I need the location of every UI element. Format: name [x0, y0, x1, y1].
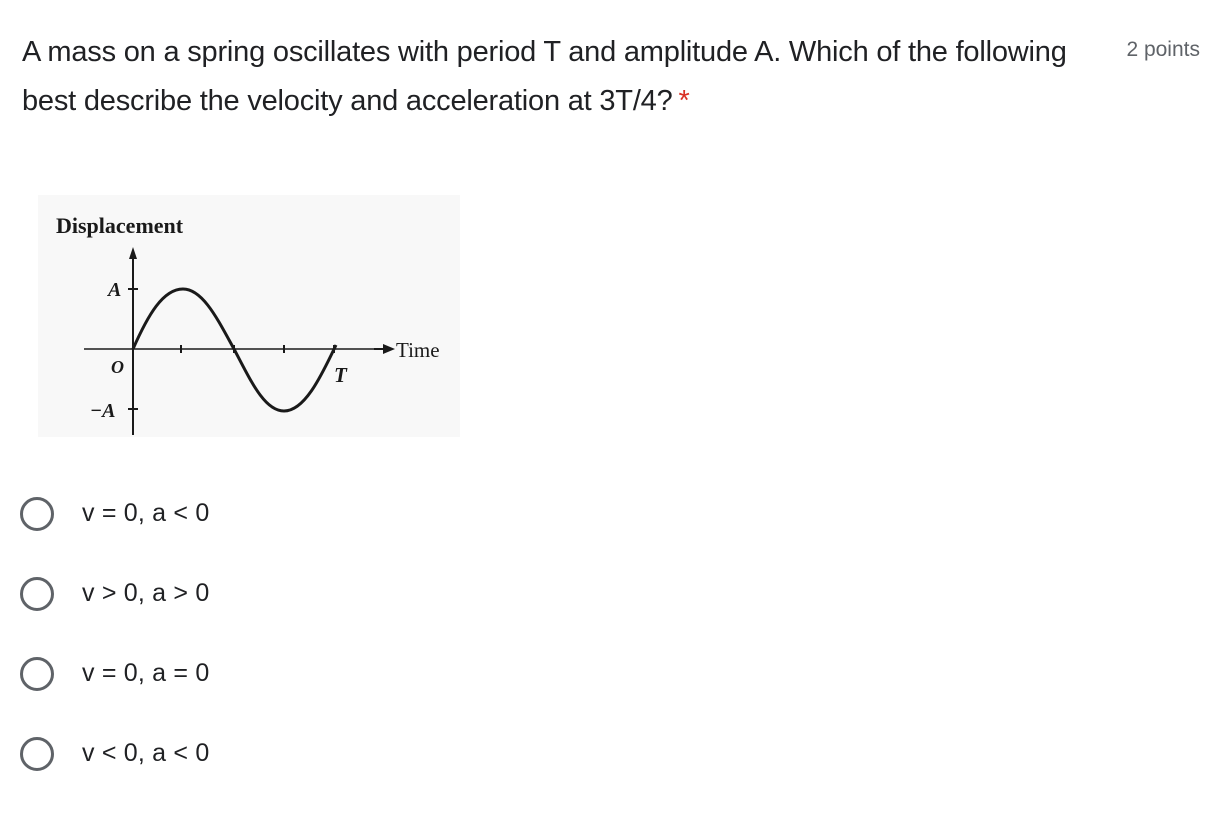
option-4[interactable] — [20, 731, 210, 776]
option-3[interactable] — [20, 651, 210, 696]
y-axis-arrow — [129, 247, 137, 259]
answer-options — [20, 491, 210, 811]
option-label: v < 0, a < 0 — [82, 739, 210, 767]
option-label: v = 0, a < 0 — [82, 499, 210, 527]
displacement-time-graph — [38, 195, 460, 437]
points-label: 2 points — [1126, 38, 1200, 61]
displacement-curve — [133, 289, 336, 411]
option-2[interactable] — [20, 571, 210, 616]
question-text-block — [22, 28, 1097, 126]
question-title: A mass on a spring oscillates with period T and amplitude A. Which of the following best describe the velocity and acceleration at 3T/4? — [22, 36, 1067, 117]
graph-svg — [38, 195, 460, 437]
x-axis-arrow — [383, 344, 395, 354]
option-1[interactable] — [20, 491, 210, 536]
required-asterisk: * — [678, 85, 690, 117]
negative-amplitude-label: −A — [90, 400, 116, 422]
y-axis-title: Displacement — [56, 213, 184, 238]
amplitude-label: A — [108, 279, 122, 301]
radio-circle-icon[interactable] — [20, 497, 54, 531]
radio-circle-icon[interactable] — [20, 657, 54, 691]
option-label: v = 0, a = 0 — [82, 659, 210, 687]
radio-circle-icon[interactable] — [20, 737, 54, 771]
period-label: T — [334, 363, 347, 387]
radio-circle-icon[interactable] — [20, 577, 54, 611]
x-axis-title: Time — [396, 338, 440, 362]
origin-label: O — [111, 357, 124, 377]
option-label: v > 0, a > 0 — [82, 579, 210, 607]
